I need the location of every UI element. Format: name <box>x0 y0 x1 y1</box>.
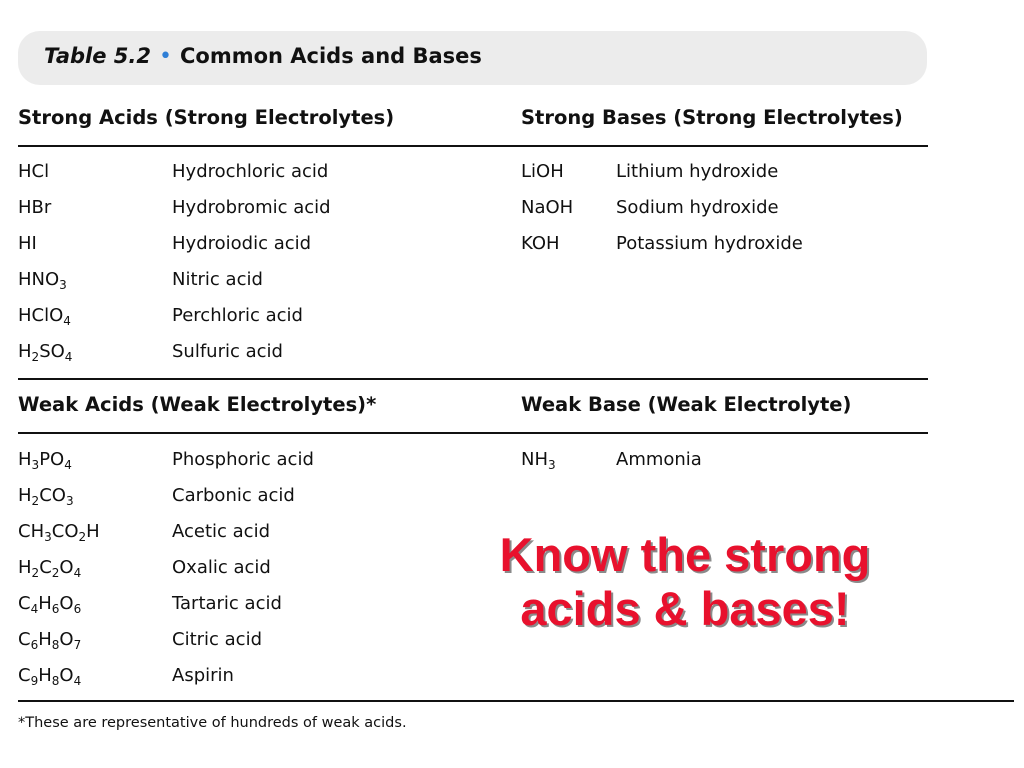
formula-subscript: 2 <box>51 566 60 580</box>
formula-subscript: 9 <box>30 674 39 688</box>
weak-base-heading: Weak Base (Weak Electrolyte) <box>521 393 852 416</box>
weak-acid-name: Acetic acid <box>172 521 270 542</box>
formula-part: H <box>38 665 52 686</box>
formula-part: H <box>38 593 52 614</box>
strong-base-name: Lithium hydroxide <box>616 161 779 182</box>
strong-acid-formula <box>18 161 49 182</box>
formula-part: CO <box>39 485 66 506</box>
weak-acid-name: Phosphoric acid <box>172 449 314 470</box>
strong-acid-name: Perchloric acid <box>172 305 303 326</box>
strong-base-formula <box>521 161 564 182</box>
weak-acid-name: Aspirin <box>172 665 234 686</box>
formula-part: HClO <box>18 305 64 326</box>
formula-part: CO <box>51 521 79 542</box>
strong-acid-formula <box>18 197 51 218</box>
weak-base-name: Ammonia <box>616 449 702 470</box>
formula-part: HI <box>18 233 37 254</box>
formula-part: C <box>18 593 31 614</box>
strong-acid-name: Hydroiodic acid <box>172 233 312 254</box>
weak-acid-formula <box>18 449 72 470</box>
formula-part: NH <box>521 449 548 470</box>
weak-acid-formula <box>18 521 100 542</box>
formula-subscript: 4 <box>30 602 39 616</box>
weak-acid-formula <box>18 593 81 614</box>
weak-header-divider <box>18 432 928 434</box>
formula-subscript: 7 <box>73 638 82 652</box>
formula-part: H <box>18 449 32 470</box>
bottom-rule <box>18 700 1014 702</box>
weak-acid-formula <box>18 557 81 578</box>
strong-acid-name: Nitric acid <box>172 269 263 290</box>
strong-base-formula <box>521 233 560 254</box>
formula-part: HNO <box>18 269 60 290</box>
footnote: *These are representative of hundreds of weak acids. <box>18 715 407 731</box>
header-divider <box>18 145 928 147</box>
weak-acids-heading: Weak Acids (Weak Electrolytes)* <box>18 393 377 416</box>
bullet-icon: • <box>159 44 172 69</box>
table-title <box>44 44 482 69</box>
formula-subscript: 3 <box>31 458 40 472</box>
formula-subscript: 4 <box>64 350 73 364</box>
formula-part: C <box>18 665 31 686</box>
strong-base-name: Potassium hydroxide <box>616 233 803 254</box>
formula-subscript: 3 <box>548 458 556 472</box>
strong-bases-heading: Strong Bases (Strong Electrolytes) <box>521 106 903 129</box>
formula-subscript: 2 <box>31 494 40 508</box>
weak-acid-name: Carbonic acid <box>172 485 295 506</box>
weak-acid-formula <box>18 665 81 686</box>
formula-part: H <box>18 485 32 506</box>
table-name: Common Acids and Bases <box>179 44 482 68</box>
formula-subscript: 8 <box>51 674 60 688</box>
weak-acid-formula <box>18 485 74 506</box>
strong-base-name: Sodium hydroxide <box>616 197 779 218</box>
formula-part: NaOH <box>521 197 574 218</box>
formula-subscript: 4 <box>73 674 82 688</box>
formula-part: HBr <box>18 197 52 218</box>
formula-part: PO <box>39 449 65 470</box>
formula-subscript: 3 <box>59 278 67 292</box>
strong-acid-formula <box>18 233 37 254</box>
callout-reminder <box>420 528 950 636</box>
weak-acid-name: Oxalic acid <box>172 557 271 578</box>
formula-subscript: 4 <box>64 458 72 472</box>
formula-part: C <box>39 557 52 578</box>
formula-subscript: 8 <box>51 638 60 652</box>
formula-subscript: 4 <box>63 314 71 328</box>
formula-part: H <box>18 341 32 362</box>
formula-part: LiOH <box>521 161 564 182</box>
weak-acid-name: Tartaric acid <box>172 593 282 614</box>
formula-subscript: 6 <box>30 638 39 652</box>
formula-subscript: 6 <box>51 602 60 616</box>
formula-subscript: 2 <box>31 350 40 364</box>
strong-acid-formula <box>18 269 67 290</box>
formula-subscript: 3 <box>65 494 74 508</box>
formula-part: O <box>59 593 74 614</box>
formula-subscript: 6 <box>73 602 82 616</box>
strong-acid-name: Hydrochloric acid <box>172 161 329 182</box>
strong-acid-name: Sulfuric acid <box>172 341 283 362</box>
table-title-banner <box>18 31 927 85</box>
formula-part: H <box>86 521 100 542</box>
weak-base-formula <box>521 449 556 470</box>
formula-part: O <box>59 665 74 686</box>
table-number: Table 5.2 <box>44 44 151 68</box>
formula-part: HCl <box>18 161 50 182</box>
formula-part: O <box>59 629 74 650</box>
weak-acid-formula <box>18 629 81 650</box>
strong-acid-name: Hydrobromic acid <box>172 197 331 218</box>
weak-acid-name: Citric acid <box>172 629 262 650</box>
callout-line-1: Know the strong <box>499 528 871 581</box>
formula-part: H <box>18 557 32 578</box>
formula-subscript: 3 <box>44 530 52 544</box>
strong-base-formula <box>521 197 573 218</box>
section-divider <box>18 378 928 380</box>
callout-line-2: acids & bases! <box>520 582 850 635</box>
formula-subscript: 2 <box>78 530 87 544</box>
formula-part: O <box>59 557 74 578</box>
formula-part: KOH <box>521 233 560 254</box>
formula-part: SO <box>39 341 65 362</box>
formula-part: CH <box>18 521 45 542</box>
strong-acid-formula <box>18 341 72 362</box>
strong-acid-formula <box>18 305 71 326</box>
formula-subscript: 2 <box>31 566 40 580</box>
formula-part: H <box>38 629 52 650</box>
strong-acids-heading: Strong Acids (Strong Electrolytes) <box>18 106 395 129</box>
formula-part: C <box>18 629 31 650</box>
formula-subscript: 4 <box>73 566 82 580</box>
